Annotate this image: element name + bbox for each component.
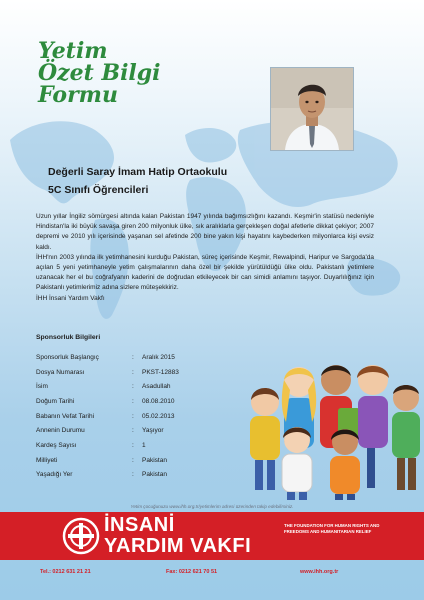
child-figure [357, 365, 389, 488]
ihh-banner [0, 512, 424, 560]
child-portrait-image [271, 68, 353, 150]
row-label: Yaşadığı Yer [36, 471, 73, 479]
form-title-line-1: Yetim [38, 38, 108, 64]
class-name: 5C Sınıfı Öğrencileri [48, 184, 149, 196]
footer-note: Yetim çocuğunuzu www.ihh.org.tr/yetimlerim adresi üzerinden takip edebilirsiniz. [130, 504, 294, 509]
form-title-line-2: Özet Bilgi [38, 60, 161, 86]
orphan-photo [270, 67, 354, 151]
row-value: Aralık 2015 [142, 353, 175, 361]
phone-number: Tel.: 0212 631 21 21 [40, 569, 91, 575]
website-link[interactable]: www.ihh.org.tr [300, 569, 339, 575]
table-row [36, 438, 179, 453]
row-label: Babanın Vefat Tarihi [36, 412, 95, 420]
brand-name-line-1: İNSANİ [104, 514, 175, 536]
table-row [36, 423, 179, 438]
intro-paragraph-2: İHH'nın 2003 yılında ilk yetimhanesini kurduğu Pakistan, süreç içerisinde Keşmir, Rewalpindi, Haripur ve Sargoda'da açılan 5 yeni yetimhaneyle yetim çalışmalarının daha özel bir şekilde yürütüldüğü ülke oldu. Pakistanlı yetimlere uzanacak her el bu coğrafyanın kaderini de doğrudan etkileyecek bir can simidi anlamını taşıyor. Duyarlılığınız için Pakistanlı yetimlerimiz adına sizlere müteşekkiriz. [36, 253, 374, 292]
table-row [36, 379, 179, 394]
sponsorship-heading: Sponsorluk Bilgileri [36, 334, 101, 341]
intro-text [36, 212, 374, 304]
row-colon: : [132, 412, 134, 420]
child-figure [392, 385, 420, 490]
sponsorship-table [36, 350, 179, 482]
row-value: 08.08.2010 [142, 397, 175, 405]
child-figure [282, 427, 312, 500]
row-label: Kardeş Sayısı [36, 441, 77, 449]
row-label: Dosya Numarası [36, 368, 85, 376]
table-row [36, 453, 179, 468]
row-colon: : [132, 397, 134, 405]
row-label: Milliyeti [36, 456, 58, 464]
row-value: Pakistan [142, 456, 167, 464]
fax-number: Fax: 0212 621 70 51 [166, 569, 218, 575]
table-row [36, 394, 179, 409]
school-name: Değerli Saray İmam Hatip Ortaokulu [48, 166, 228, 178]
row-colon: : [132, 383, 134, 391]
row-colon: : [132, 471, 134, 479]
table-row [36, 409, 179, 424]
row-value: 1 [142, 441, 146, 449]
table-row [36, 350, 179, 365]
ihh-logo-icon [62, 517, 100, 555]
row-label: Annenin Durumu [36, 427, 85, 435]
row-colon: : [132, 456, 134, 464]
row-label: İsim [36, 383, 48, 391]
form-title-line-3: Formu [38, 82, 118, 108]
row-label: Doğum Tarihi [36, 397, 75, 405]
signature-line: İHH İnsani Yardım Vakfı [36, 294, 105, 302]
brand-name-line-2: YARDIM VAKFI [104, 535, 252, 557]
table-row [36, 365, 179, 380]
child-figure [250, 388, 280, 490]
row-value: Pakistan [142, 471, 167, 479]
row-colon: : [132, 441, 134, 449]
row-value: Yaşıyor [142, 427, 164, 435]
row-label: Sponsorluk Başlangıç [36, 353, 99, 361]
table-row [36, 468, 179, 483]
row-value: 05.02.2013 [142, 412, 175, 420]
row-colon: : [132, 427, 134, 435]
intro-paragraph-1: Uzun yıllar İngiliz sömürgesi altında kalan Pakistan 1947 yılında bağımsızlığını kazandı. Keşmir'in statüsü nedeniyle Hindistan'la iki büyük savaşa giren 200 milyonluk ülke, sık aralıklarla gerçekleşen doğal afetlerle dikkat çekiyor; 2007 depremi ve 2010 yılı içerisinde yaşanan sel afetinde 200 bine yakın kişi hayatını kaybederken milyonlarca kişi evsiz kaldı. [36, 213, 374, 251]
brand-tagline: THE FOUNDATION FOR HUMAN RIGHTS AND FREEDOMS AND HUMANITARIAN RELIEF [284, 523, 380, 534]
children-illustration [246, 350, 424, 502]
row-colon: : [132, 368, 134, 376]
row-value: Asadullah [142, 383, 171, 391]
row-colon: : [132, 353, 134, 361]
child-figure [330, 429, 360, 500]
row-value: PKST-12883 [142, 368, 179, 376]
